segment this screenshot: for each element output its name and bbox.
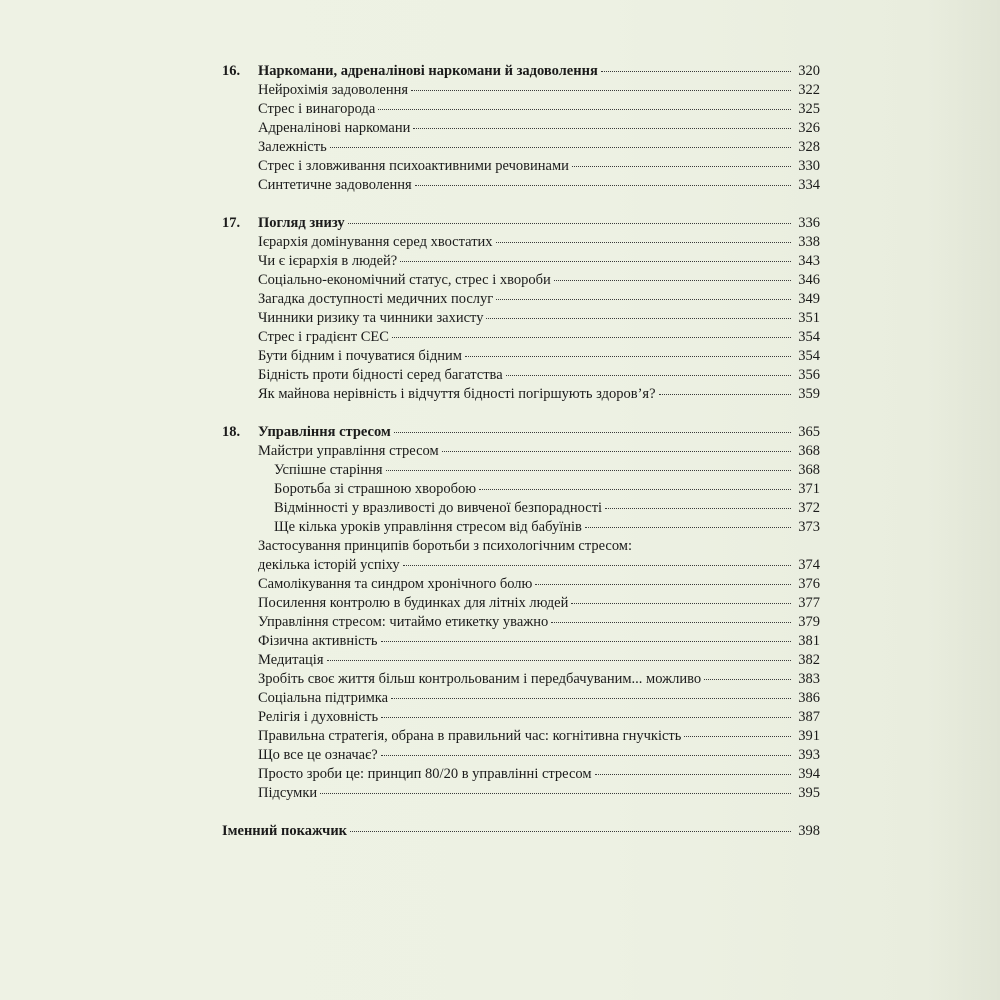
page-number: 368 <box>798 462 820 478</box>
toc-chapter-18 <box>222 423 820 442</box>
page-number: 374 <box>798 557 820 573</box>
dot-leader <box>415 185 791 186</box>
dot-leader <box>413 128 791 129</box>
toc-entry: Просто зроби це: принцип 80/20 в управлінні стресом 394 <box>258 766 820 782</box>
toc-entry: Майстри управління стресом 368 <box>258 443 820 459</box>
toc-entry: Як майнова нерівність і відчуття бідності погіршують здоров’я? 359 <box>258 386 820 402</box>
page-number: 379 <box>798 614 820 630</box>
toc-entry: Релігія і духовність 387 <box>258 709 820 725</box>
page-number: 368 <box>798 443 820 459</box>
page-number: 351 <box>798 310 820 326</box>
dot-leader <box>400 261 791 262</box>
toc-entry: Бути бідним і почуватися бідним 354 <box>258 348 820 364</box>
toc-entry: Зробіть своє життя більш контрольованим і передбачуваним... можливо 383 <box>258 671 820 687</box>
page-number: 393 <box>798 747 820 763</box>
dot-leader <box>479 489 791 490</box>
table-of-contents <box>222 62 820 841</box>
dot-leader <box>411 90 791 91</box>
toc-chapter-16 <box>222 62 820 81</box>
chapter-title: Наркомани, адреналінові наркомани й задоволення <box>258 63 598 79</box>
page-number: 398 <box>798 823 820 839</box>
chapter-title: Погляд знизу <box>258 215 345 231</box>
dot-leader <box>381 755 791 756</box>
dot-leader <box>595 774 791 775</box>
dot-leader <box>704 679 791 680</box>
page-number: 377 <box>798 595 820 611</box>
chapter-number: 17. <box>222 215 241 231</box>
dot-leader <box>496 242 791 243</box>
page-number: 372 <box>798 500 820 516</box>
dot-leader <box>554 280 791 281</box>
dot-leader <box>391 698 791 699</box>
section-gap <box>222 803 820 822</box>
dot-leader <box>381 717 791 718</box>
section-gap <box>222 195 820 214</box>
toc-entry: Що все це означає? 393 <box>258 747 820 763</box>
page-number: 382 <box>798 652 820 668</box>
chapter-number: 16. <box>222 63 241 79</box>
dot-leader <box>506 375 791 376</box>
page-number: 349 <box>798 291 820 307</box>
toc-entry-continuation: декілька історій успіху 374 <box>258 557 820 573</box>
toc-entry: Нейрохімія задоволення 322 <box>258 82 820 98</box>
toc-entry: Бідність проти бідності серед багатства 356 <box>258 367 820 383</box>
dot-leader <box>348 223 791 224</box>
dot-leader <box>320 793 791 794</box>
page-number: 330 <box>798 158 820 174</box>
page-number: 383 <box>798 671 820 687</box>
dot-leader <box>381 641 792 642</box>
dot-leader <box>585 527 791 528</box>
page-number: 365 <box>798 424 820 440</box>
toc-subentry: Ще кілька уроків управління стресом від бабуїнів 373 <box>274 519 820 535</box>
page-number: 376 <box>798 576 820 592</box>
toc-entry: Посилення контролю в будинках для літніх людей 377 <box>258 595 820 611</box>
page-number: 381 <box>798 633 820 649</box>
dot-leader <box>392 337 791 338</box>
toc-entry: Стрес і винагорода 325 <box>258 101 820 117</box>
page-number: 322 <box>798 82 820 98</box>
page-number: 354 <box>798 348 820 364</box>
page-number: 334 <box>798 177 820 193</box>
dot-leader <box>327 660 792 661</box>
page-number: 394 <box>798 766 820 782</box>
toc-entry: Адреналінові наркомани 326 <box>258 120 820 136</box>
toc-entry: Соціальна підтримка 386 <box>258 690 820 706</box>
page-number: 343 <box>798 253 820 269</box>
dot-leader <box>386 470 791 471</box>
dot-leader <box>486 318 791 319</box>
page-number: 387 <box>798 709 820 725</box>
toc-index <box>222 822 820 841</box>
toc-entry: Самолікування та синдром хронічного болю 376 <box>258 576 820 592</box>
page-number: 386 <box>798 690 820 706</box>
toc-entry: Синтетичне задоволення 334 <box>258 177 820 193</box>
page-number: 320 <box>798 63 820 79</box>
page-number: 336 <box>798 215 820 231</box>
section-gap <box>222 404 820 423</box>
page-number: 325 <box>798 101 820 117</box>
toc-entry: Стрес і градієнт СЕС 354 <box>258 329 820 345</box>
page-number: 359 <box>798 386 820 402</box>
dot-leader <box>350 831 791 832</box>
index-title: Іменний покажчик <box>222 823 348 839</box>
page-number: 356 <box>798 367 820 383</box>
toc-chapter-17 <box>222 214 820 233</box>
toc-entry: Чинники ризику та чинники захисту 351 <box>258 310 820 326</box>
page-number: 391 <box>798 728 820 744</box>
dot-leader <box>496 299 791 300</box>
toc-subentry: Боротьба зі страшною хворобою 371 <box>274 481 820 497</box>
dot-leader <box>535 584 791 585</box>
dot-leader <box>601 71 791 72</box>
dot-leader <box>394 432 791 433</box>
toc-subentry: Відмінності у вразливості до вивченої безпорадності 372 <box>274 500 820 516</box>
toc-entry: Стрес і зловживання психоактивними речовинами 330 <box>258 158 820 174</box>
dot-leader <box>465 356 791 357</box>
toc-subentry: Успішне старіння 368 <box>274 462 820 478</box>
page-number: 346 <box>798 272 820 288</box>
page-number: 373 <box>798 519 820 535</box>
page-edge-shadow <box>928 0 1000 1000</box>
dot-leader <box>378 109 791 110</box>
page-number: 354 <box>798 329 820 345</box>
dot-leader <box>572 166 791 167</box>
dot-leader <box>659 394 791 395</box>
toc-entry: Загадка доступності медичних послуг 349 <box>258 291 820 307</box>
chapter-number: 18. <box>222 424 241 440</box>
toc-entry: Правильна стратегія, обрана в правильний час: когнітивна гнучкість 391 <box>258 728 820 744</box>
toc-entry: Соціально-економічний статус, стрес і хвороби 346 <box>258 272 820 288</box>
page-number: 326 <box>798 120 820 136</box>
dot-leader <box>605 508 791 509</box>
toc-entry: Чи є ієрархія в людей? 343 <box>258 253 820 269</box>
toc-entry: Управління стресом: читаймо етикетку уважно 379 <box>258 614 820 630</box>
dot-leader <box>551 622 791 623</box>
page-number: 371 <box>798 481 820 497</box>
dot-leader <box>442 451 791 452</box>
dot-leader <box>571 603 791 604</box>
dot-leader <box>330 147 791 148</box>
toc-entry: Застосування принципів боротьби з психологічним стресом: <box>258 538 632 554</box>
toc-entry: Ієрархія домінування серед хвостатих 338 <box>258 234 820 250</box>
page-number: 328 <box>798 139 820 155</box>
toc-entry: Залежність 328 <box>258 139 820 155</box>
page-number: 395 <box>798 785 820 801</box>
toc-entry: Фізична активність 381 <box>258 633 820 649</box>
toc-entry: Медитація 382 <box>258 652 820 668</box>
dot-leader <box>684 736 791 737</box>
page-number: 338 <box>798 234 820 250</box>
toc-entry: Підсумки 395 <box>258 785 820 801</box>
dot-leader <box>403 565 791 566</box>
chapter-title: Управління стресом <box>258 424 391 440</box>
